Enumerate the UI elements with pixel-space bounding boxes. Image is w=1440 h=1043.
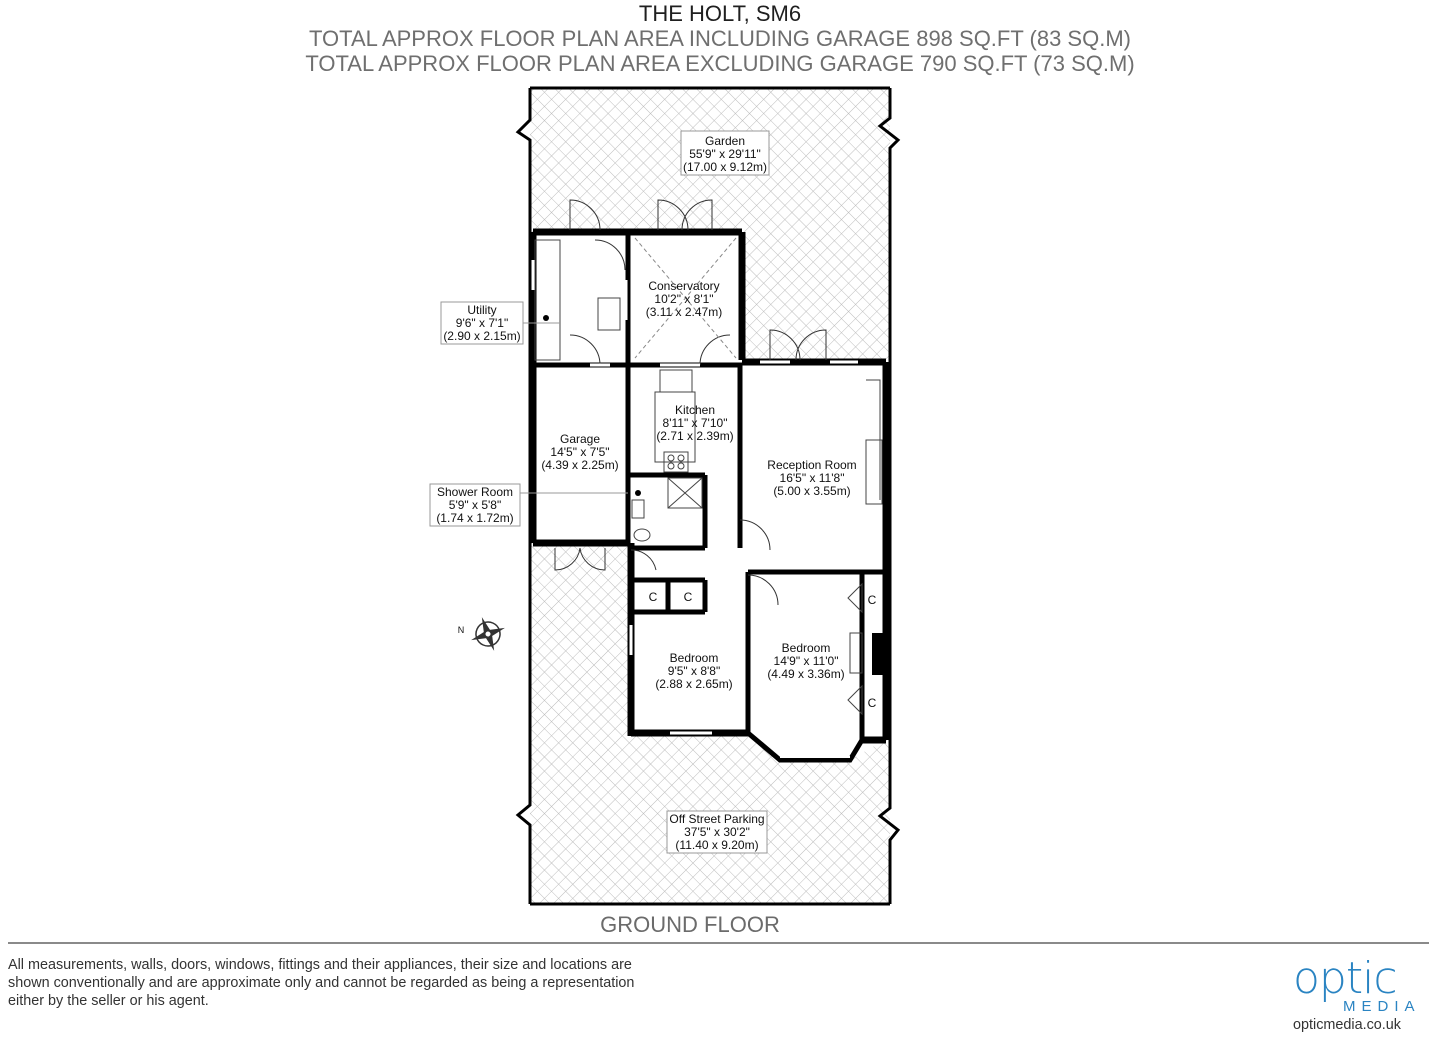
garden-area: [530, 88, 890, 360]
reception-name: Reception Room: [767, 458, 857, 472]
boiler-icon: [543, 315, 549, 321]
property-name: THE HOLT, SM6: [638, 1, 802, 26]
utility-imperial: 9'6" x 7'1": [455, 316, 509, 330]
bedroom2-imperial: 14'9" x 11'0": [773, 654, 839, 668]
reception-imperial: 16'5" x 11'8": [779, 471, 845, 485]
garden-name: Garden: [704, 134, 746, 148]
logo-subtitle: MEDIA: [1343, 998, 1421, 1015]
conservatory-name: Conservatory: [648, 279, 720, 293]
cupboard-labels: [649, 590, 877, 710]
garden-metric: (17.00 x 9.12m): [682, 160, 768, 174]
garage-imperial: 14'5" x 7'5": [550, 445, 610, 459]
cupboard-label: C: [683, 590, 693, 604]
logo-url[interactable]: opticmedia.co.uk: [1293, 1017, 1401, 1033]
shower-room-fixture-icon: [635, 490, 641, 496]
parking-metric: (11.40 x 9.20m): [675, 838, 759, 852]
compass-icon: [465, 611, 511, 657]
shower-name: Shower Room: [436, 485, 514, 499]
shower-imperial: 5'9" x 5'8": [448, 498, 502, 512]
conservatory-metric: (3.11 x 2.47m): [645, 305, 723, 319]
logo-wordmark: optic: [1293, 953, 1397, 1004]
disclaimer: [8, 956, 708, 1010]
cupboard-label: C: [867, 696, 877, 710]
bedroom2-metric: (4.49 x 3.36m): [767, 667, 845, 681]
garden-imperial: 55'9" x 29'11": [689, 147, 761, 161]
shower-metric: (1.74 x 1.72m): [436, 511, 514, 525]
chimney-breast: [872, 633, 886, 675]
optic-media-logo[interactable]: [1285, 955, 1435, 1035]
utility-fittings: [535, 240, 620, 360]
disclaimer-line: either by the seller or his agent.: [8, 993, 209, 1009]
shower-fittings: [632, 478, 702, 541]
kitchen-metric: (2.71 x 2.39m): [656, 429, 734, 443]
disclaimer-line: shown conventionally and are approximate only and cannot be regarded as being a representation: [8, 975, 635, 991]
compass-label: N: [457, 625, 465, 635]
kitchen-name: Kitchen: [674, 403, 716, 417]
parking-imperial: 37'5" x 30'2": [684, 825, 750, 839]
cupboard-label: C: [867, 593, 877, 607]
floor-label: GROUND FLOOR: [600, 912, 780, 937]
kitchen-imperial: 8'11" x 7'10": [662, 416, 728, 430]
disclaimer-line: All measurements, walls, doors, windows, fittings and their appliances, their size and locations are: [8, 957, 632, 973]
conservatory-imperial: 10'2" x 8'1": [654, 292, 714, 306]
garage-name: Garage: [559, 432, 601, 446]
area-including-garage: TOTAL APPROX FLOOR PLAN AREA INCLUDING GARAGE 898 SQ.FT (83 SQ.M): [309, 26, 1131, 51]
utility-name: Utility: [467, 303, 497, 317]
garage-metric: (4.39 x 2.25m): [541, 458, 619, 472]
bedroom1-metric: (2.88 x 2.65m): [655, 677, 733, 691]
reception-metric: (5.00 x 3.55m): [773, 484, 851, 498]
bedroom1-imperial: 9'5" x 8'8": [667, 664, 721, 678]
area-excluding-garage: TOTAL APPROX FLOOR PLAN AREA EXCLUDING GARAGE 790 SQ.FT (73 SQ.M): [305, 51, 1135, 76]
bedroom1-name: Bedroom: [669, 651, 719, 665]
bedroom2-name: Bedroom: [781, 641, 831, 655]
utility-metric: (2.90 x 2.15m): [443, 329, 521, 343]
cupboard-label: C: [648, 590, 658, 604]
parking-name: Off Street Parking: [669, 812, 765, 826]
footer-divider: [8, 942, 1429, 944]
